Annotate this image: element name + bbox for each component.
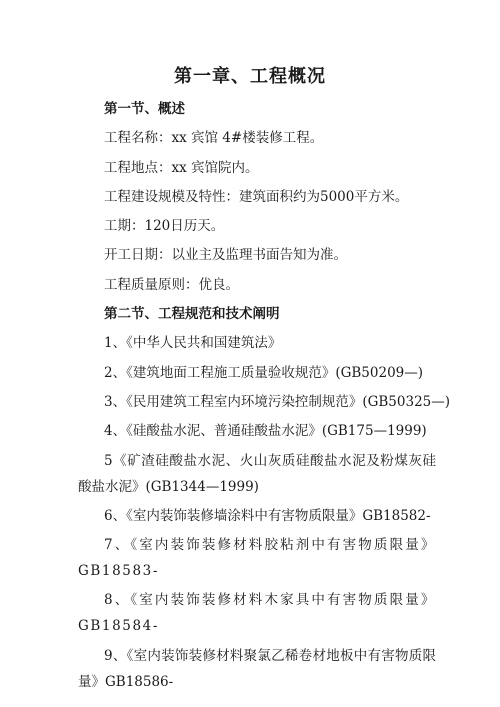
standard-item: 4、《硅酸盐水泥、普通硅酸盐水泥》(GB175—1999)	[104, 423, 427, 440]
standard-item: 1、《中华人民共和国建筑法》	[104, 335, 282, 352]
section-heading-standards: 第二节、工程规范和技术阐明	[104, 306, 280, 323]
project-scale-line: 工程建设规模及特性：建筑面积约为5000平方米。	[104, 188, 409, 205]
start-date-line: 开工日期：以业主及监理书面告知为准。	[104, 247, 347, 264]
standard-item: 2、《建筑地面工程施工质量验收规范》(GB50209—)	[104, 364, 424, 381]
section-heading-overview: 第一节、概述	[104, 101, 185, 117]
project-name-line: 工程名称：xx 宾馆 4#楼装修工程。	[104, 130, 324, 147]
document-body	[78, 96, 451, 698]
project-location-line: 工程地点：xx 宾馆院内。	[104, 159, 259, 176]
standard-item: 9、《室内装饰装修材料聚氯乙稀卷材地板中有害物质限量》GB18586-	[78, 647, 436, 690]
standard-item: 7、《室内装饰装修材料胶粘剂中有害物质限量》GB18583-	[78, 537, 436, 580]
chapter-title: 第一章、工程概况	[174, 66, 326, 87]
standard-item: 5《矿渣硅酸盐水泥、火山灰质硅酸盐水泥及粉煤灰硅酸盐水泥》(GB1344—1999)	[78, 452, 436, 495]
standard-item: 6、《室内装饰装修墙涂料中有害物质限量》GB18582-	[104, 507, 431, 524]
standard-item: 3、《民用建筑工程室内环境污染控制规范》(GB50325—)	[104, 393, 451, 410]
project-duration-line: 工期：120日历天。	[104, 218, 225, 235]
standard-item: 8、《室内装饰装修材料木家具中有害物质限量》GB18584-	[78, 592, 436, 635]
quality-principle-line: 工程质量原则：优良。	[104, 276, 239, 293]
